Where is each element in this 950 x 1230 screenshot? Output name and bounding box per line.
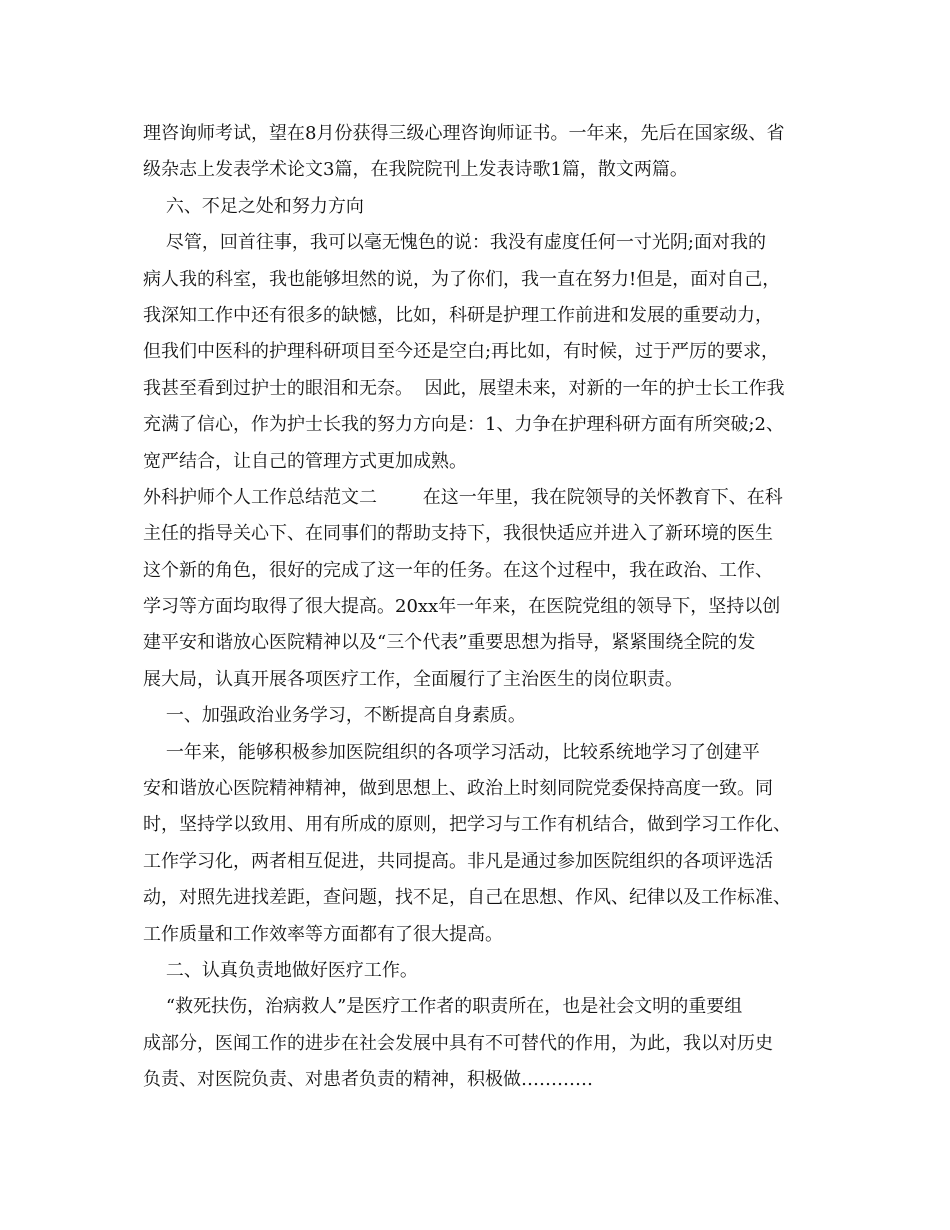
section-heading: 六、不足之处和努力方向: [143, 195, 364, 217]
text-line: “救死扶伤，治病救人”是医疗工作者的职责所在，也是社会文明的重要组: [143, 996, 743, 1018]
text-line: 负责、对医院负责、对患者负责的精神，积极做…………: [143, 1069, 593, 1091]
text-line: 我甚至看到过护士的眼泪和无奈。 因此，展望未来，对新的一年的护士长工作我: [143, 377, 785, 399]
text-line: 主任的指导关心下、在同事们的帮助支持下，我很快适应并进入了新环境的医生: [143, 523, 773, 545]
text-line: 成部分，医闻工作的进步在社会发展中具有不可替代的作用，为此，我以对历史: [143, 1032, 773, 1054]
text-line: 安和谐放心医院精神精神，做到思想上、政治上时刻同院党委保持高度一致。同: [143, 778, 773, 800]
text-line: 动，对照先进找差距，查问题，找不足，自己在思想、作风、纪律以及工作标准、: [143, 887, 791, 909]
text-line: 病人我的科室，我也能够坦然的说，为了你们，我一直在努力!但是，面对自己，: [143, 268, 781, 290]
text-line: 工作学习化，两者相互促进，共同提高。非凡是通过参加医院组织的各项评选活: [143, 850, 773, 872]
text-line: 展大局，认真开展各项医疗工作，全面履行了主治医生的岗位职责。: [143, 668, 683, 690]
text-line: 学习等方面均取得了很大提高。20xx年一年来，在医院党组的领导下，坚持以创: [143, 596, 781, 618]
text-line: 一年来，能够积极参加医院组织的各项学习活动，比较系统地学习了创建平: [143, 741, 760, 763]
text-line: 尽管，回首往事，我可以毫无愧色的说：我没有虚度任何一寸光阴;面对我的: [143, 232, 766, 254]
text-line: 这个新的角色，很好的完成了这一年的任务。在这个过程中，我在政治、工作、: [143, 559, 773, 581]
text-line: 级杂志上发表学术论文3篇，在我院院刊上发表诗歌1篇，散文两篇。: [143, 159, 688, 181]
text-line: 工作质量和工作效率等方面都有了很大提高。: [143, 923, 503, 945]
section-heading: 二、认真负责地做好医疗工作。: [143, 959, 418, 981]
text-line: 理咨询师考试，望在8月份获得三级心理咨询师证书。一年来，先后在国家级、省: [143, 123, 785, 144]
article-title-line: 外科护师个人工作总结范文二 在这一年里，我在院领导的关怀教育下、在科: [143, 486, 783, 508]
section-heading: 一、加强政治业务学习，不断提高自身素质。: [143, 705, 526, 727]
text-line: 但我们中医科的护理科研项目至今还是空白;再比如，有时候，过于严厉的要求，: [143, 341, 780, 363]
text-line: 时，坚持学以致用、用有所成的原则，把学习与工作有机结合，做到学习工作化、: [143, 814, 791, 836]
text-line: 我深知工作中还有很多的缺憾，比如，科研是护理工作前进和发展的重要动力，: [143, 304, 773, 326]
text-line: 充满了信心，作为护士长我的努力方向是：1、力争在护理科研方面有所突破;2、: [143, 414, 784, 436]
text-line: 宽严结合，让自己的管理方式更加成熟。: [143, 450, 467, 472]
text-line: 建平安和谐放心医院精神以及“三个代表”重要思想为指导，紧紧围绕全院的发: [143, 632, 756, 654]
document-body: [143, 116, 823, 1099]
